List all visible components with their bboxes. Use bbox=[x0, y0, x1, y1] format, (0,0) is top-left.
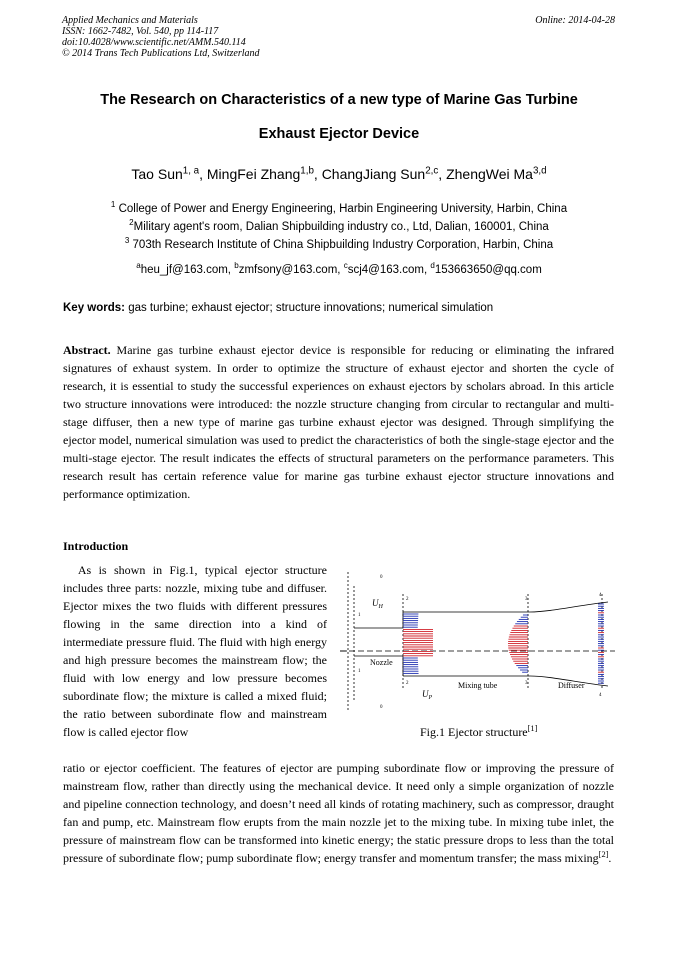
email-sup: c bbox=[343, 261, 348, 271]
email[interactable]: heu_jf@163.com, bbox=[140, 264, 235, 276]
uh-label bbox=[372, 598, 384, 610]
author-sup: 3,d bbox=[532, 165, 547, 177]
affiliation bbox=[40, 218, 638, 233]
sep: , bbox=[313, 166, 322, 182]
email-sup: d bbox=[430, 261, 435, 271]
sep: , bbox=[199, 166, 207, 182]
velocity-profiles bbox=[403, 604, 604, 683]
section-3-label: 3 bbox=[525, 597, 528, 602]
copyright: © 2014 Trans Tech Publications Ltd, Switzerland bbox=[62, 48, 260, 59]
journal-header bbox=[62, 15, 615, 59]
up-label bbox=[422, 689, 433, 701]
section-3-label: 3 bbox=[525, 681, 528, 686]
keywords bbox=[63, 302, 623, 314]
up-sub: P bbox=[428, 695, 433, 701]
affiliation bbox=[40, 200, 638, 215]
up-u: U bbox=[422, 689, 429, 699]
aff-sup: 2 bbox=[129, 218, 134, 228]
uh-sub: H bbox=[378, 604, 383, 610]
issn: ISSN: 1662-7482, Vol. 540, pp 114-117 bbox=[62, 26, 219, 37]
aff-text: 703th Research Institute of China Shipbuilding Industry Corporation, Harbin, China bbox=[129, 239, 554, 251]
email[interactable]: zmfsony@163.com, bbox=[238, 264, 344, 276]
section-0-label: 0 bbox=[380, 705, 383, 710]
author: MingFei Zhang bbox=[206, 166, 301, 182]
author: ZhengWei Ma bbox=[446, 166, 533, 182]
aff-sup: 3 bbox=[124, 236, 130, 246]
author-sup: 1,b bbox=[300, 165, 314, 177]
paper-title-line2: Exhaust Ejector Device bbox=[258, 126, 420, 142]
author: ChangJiang Sun bbox=[321, 166, 426, 182]
upper-wall bbox=[403, 602, 608, 612]
paper-title-line1: The Research on Characteristics of a new type of Marine Gas Turbine bbox=[100, 92, 578, 108]
section-2-label: 2 bbox=[406, 681, 409, 686]
caption-text: Fig.1 Ejector structure bbox=[420, 725, 528, 739]
email-sup: a bbox=[136, 261, 141, 271]
keywords-text: gas turbine; exhaust ejector; structure innovations; numerical simulation bbox=[125, 302, 494, 314]
figure-caption bbox=[420, 725, 537, 740]
section-1-label: 1 bbox=[358, 669, 361, 674]
email[interactable]: scj4@163.com, bbox=[347, 264, 431, 276]
aff-text: College of Power and Energy Engineering, Harbin Engineering University, Harbin, China bbox=[115, 203, 568, 215]
online-date: Online: 2014-04-28 bbox=[535, 15, 615, 26]
introduction-heading: Introduction bbox=[63, 539, 129, 553]
intro-end: . bbox=[608, 851, 612, 865]
mixing-tube-label: Mixing tube bbox=[458, 681, 498, 690]
section-1-label: 1 bbox=[358, 613, 361, 618]
aff-sup: 1 bbox=[110, 200, 116, 210]
intro-full-text: ratio or ejector coefficient. The features of ejector are pumping subordinate flow or improving the pressure of mainstream flow, rather than directly using the mechanical device. It need only a simple organization of nozzle and pipeline connection technology, and doesn’t need all kinds of rotating machinery, such as compressor, draught fan and pump, etc. Mainstream flow erupts from the main nozzle jet to the mixing tube. In mixing tube inlet, the pressure of mainstream flow can be transformed into kinetic energy; the static pressure drops to less than the total pressure of subordinate flow; pump subordinate flow; energy transfer and momentum transfer; the mass mixing bbox=[63, 761, 614, 865]
nozzle-label: Nozzle bbox=[370, 658, 393, 667]
author-sup: 1, a bbox=[182, 165, 200, 177]
author-list bbox=[40, 166, 638, 182]
introduction-column-text bbox=[63, 561, 327, 741]
journal-name: Applied Mechanics and Materials bbox=[62, 15, 198, 26]
diffuser-label: Diffuser bbox=[558, 681, 585, 690]
caption-ref[interactable]: [1] bbox=[527, 724, 538, 733]
abstract bbox=[63, 341, 614, 503]
aff-text: Military agent's room, Dalian Shipbuilding industry co., Ltd, Dalian, 160001, China bbox=[133, 221, 549, 233]
ejector-structure-figure bbox=[340, 572, 615, 712]
author: Tao Sun bbox=[131, 166, 183, 182]
affiliation bbox=[40, 236, 638, 251]
nozzle-wall bbox=[380, 612, 403, 628]
email-list bbox=[40, 261, 638, 276]
author-sup: 2,c bbox=[425, 165, 439, 177]
keywords-label: Key words: bbox=[63, 302, 125, 314]
abstract-label: Abstract. bbox=[63, 343, 111, 357]
uh-u: U bbox=[372, 598, 379, 608]
email-sup: b bbox=[234, 261, 239, 271]
section-0-label: 0 bbox=[380, 575, 383, 580]
section-2-label: 2 bbox=[406, 597, 409, 602]
section-4-label: 4 bbox=[599, 693, 602, 698]
abstract-text: Marine gas turbine exhaust ejector device is responsible for reducing or eliminating the infrared signatures of exhaust system. In order to optimize the structure of exhaust ejector and shorten the cycle of research, it is essential to study the successful experiences on exhaust ejectors by scholars abroad. In this article two structure innovations were introduced: the nozzle structure changing from circular to rectangular and multi-stage diffuser, then a new type of marine gas turbine exhaust ejector was designed. Through simplifying the ejector model, numerical simulation was used to predict the characteristics of both the single-stage ejector and the multi-stage ejector. The result indicates the effects of structural parameters on the performance parameters. This research result has certain reference value for marine gas turbine exhaust ejector structure innovations and performance optimization. bbox=[63, 343, 614, 501]
introduction-full-text bbox=[63, 759, 614, 867]
doi[interactable]: doi:10.4028/www.scientific.net/AMM.540.114 bbox=[62, 37, 246, 48]
intro-col-text: As is shown in Fig.1, typical ejector structure includes three parts: nozzle, mixing tube and diffuser. Ejector mixes the two fluids with different pressures flowing in the same direction into a kind of intermediate pressure fluid. The fluid with high energy and high pressure becomes the mainstream flow; the fluid with low energy and low pressure becomes subordinate flow; the mixture is called a mixed fluid; the ratio between subordinate flow and mainstream flow is called ejector flow bbox=[63, 563, 328, 739]
citation-ref[interactable]: [2] bbox=[598, 850, 609, 859]
email[interactable]: 153663650@qq.com bbox=[434, 264, 542, 276]
ejector-outline bbox=[340, 572, 615, 712]
section-4-label: 4 bbox=[599, 593, 602, 598]
sep: , bbox=[438, 166, 447, 182]
